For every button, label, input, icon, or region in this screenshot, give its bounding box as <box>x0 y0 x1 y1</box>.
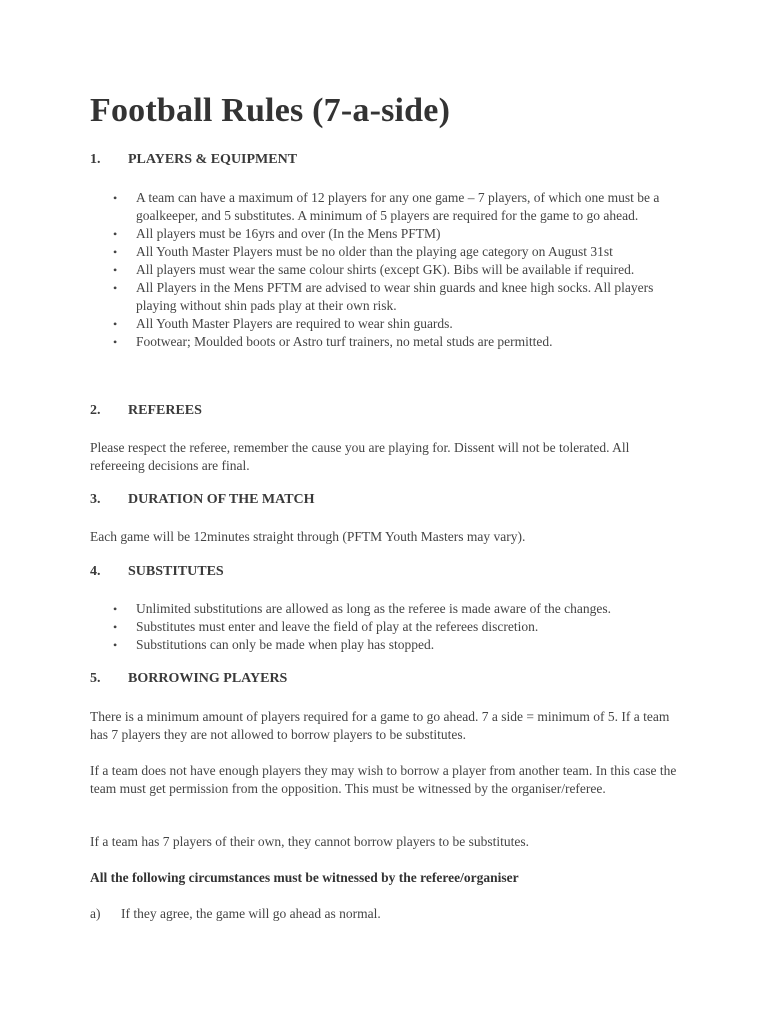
players-equipment-list <box>110 189 680 351</box>
bullet-icon: • <box>113 620 118 634</box>
list-item: • All players must be 16yrs and over (In the Mens PFTM) <box>113 226 441 241</box>
list-item: • All Youth Master Players are required to wear shin guards. <box>113 316 453 331</box>
section-heading-players-equipment <box>90 152 297 168</box>
list-item: • All players must wear the same colour shirts (except GK). Bibs will be available if required. <box>113 262 635 277</box>
bullet-icon: • <box>113 227 118 241</box>
list-item: • Unlimited substitutions are allowed as long as the referee is made aware of the changes. <box>113 601 611 616</box>
section-title: PLAYERS & EQUIPMENT <box>128 152 298 167</box>
section-heading-duration <box>90 492 315 508</box>
bullet-icon: • <box>113 638 118 652</box>
section-title: BORROWING PLAYERS <box>128 671 288 686</box>
section-number: 5. <box>90 671 101 686</box>
bullet-icon: • <box>113 281 118 295</box>
substitutes-list <box>110 600 680 654</box>
list-item: • All Youth Master Players must be no older than the playing age category on August 31st <box>113 244 613 259</box>
item-text: If they agree, the game will go ahead as normal. <box>121 906 381 921</box>
list-item: • Substitutions can only be made when play has stopped. <box>113 637 435 652</box>
item-label: a) <box>90 906 101 921</box>
section-number: 2. <box>90 403 101 418</box>
borrowing-paragraph-2: If a team does not have enough players they may wish to borrow a player from another team. In this case the team must get permission from the opposition. This must be witnessed by the organiser/referee. <box>90 763 677 796</box>
bullet-icon: • <box>113 191 118 205</box>
borrowing-paragraph-3: If a team has 7 players of their own, they cannot borrow players to be substitutes. <box>90 834 530 849</box>
section-title: DURATION OF THE MATCH <box>128 492 315 507</box>
witness-note: All the following circumstances must be witnessed by the referee/organiser <box>90 870 519 885</box>
section-number: 1. <box>90 152 101 167</box>
section-heading-borrowing-players <box>90 671 287 687</box>
document-title: Football Rules (7-a-side) <box>90 92 451 129</box>
borrowing-paragraph-1: There is a minimum amount of players required for a game to go ahead. 7 a side = minimum of 5. If a team has 7 players they are not allowed to borrow players to be substitutes. <box>90 709 670 742</box>
bullet-icon: • <box>113 317 118 331</box>
bullet-icon: • <box>113 335 118 349</box>
section-number: 4. <box>90 564 101 579</box>
list-item <box>90 905 680 923</box>
section-title: REFEREES <box>128 403 202 418</box>
list-item: • Substitutes must enter and leave the field of play at the referees discretion. <box>113 619 539 634</box>
section-number: 3. <box>90 492 101 507</box>
bullet-icon: • <box>113 602 118 616</box>
bullet-icon: • <box>113 263 118 277</box>
section-title: SUBSTITUTES <box>128 564 224 579</box>
list-item: • Footwear; Moulded boots or Astro turf trainers, no metal studs are permitted. <box>113 334 553 349</box>
list-item: • A team can have a maximum of 12 players for any one game – 7 players, of which one must be a goalkeeper, and 5 substitutes. A minimum of 5 players are required for the game to go ahead. <box>113 190 660 223</box>
list-item: • All Players in the Mens PFTM are advised to wear shin guards and knee high socks. All players playing without shin pads play at their own risk. <box>113 280 654 313</box>
section-heading-referees <box>90 403 202 419</box>
referees-paragraph: Please respect the referee, remember the cause you are playing for. Dissent will not be tolerated. All refereeing decisions are final. <box>90 440 630 473</box>
section-heading-substitutes <box>90 564 224 580</box>
duration-paragraph: Each game will be 12minutes straight through (PFTM Youth Masters may vary). <box>90 529 526 544</box>
bullet-icon: • <box>113 245 118 259</box>
